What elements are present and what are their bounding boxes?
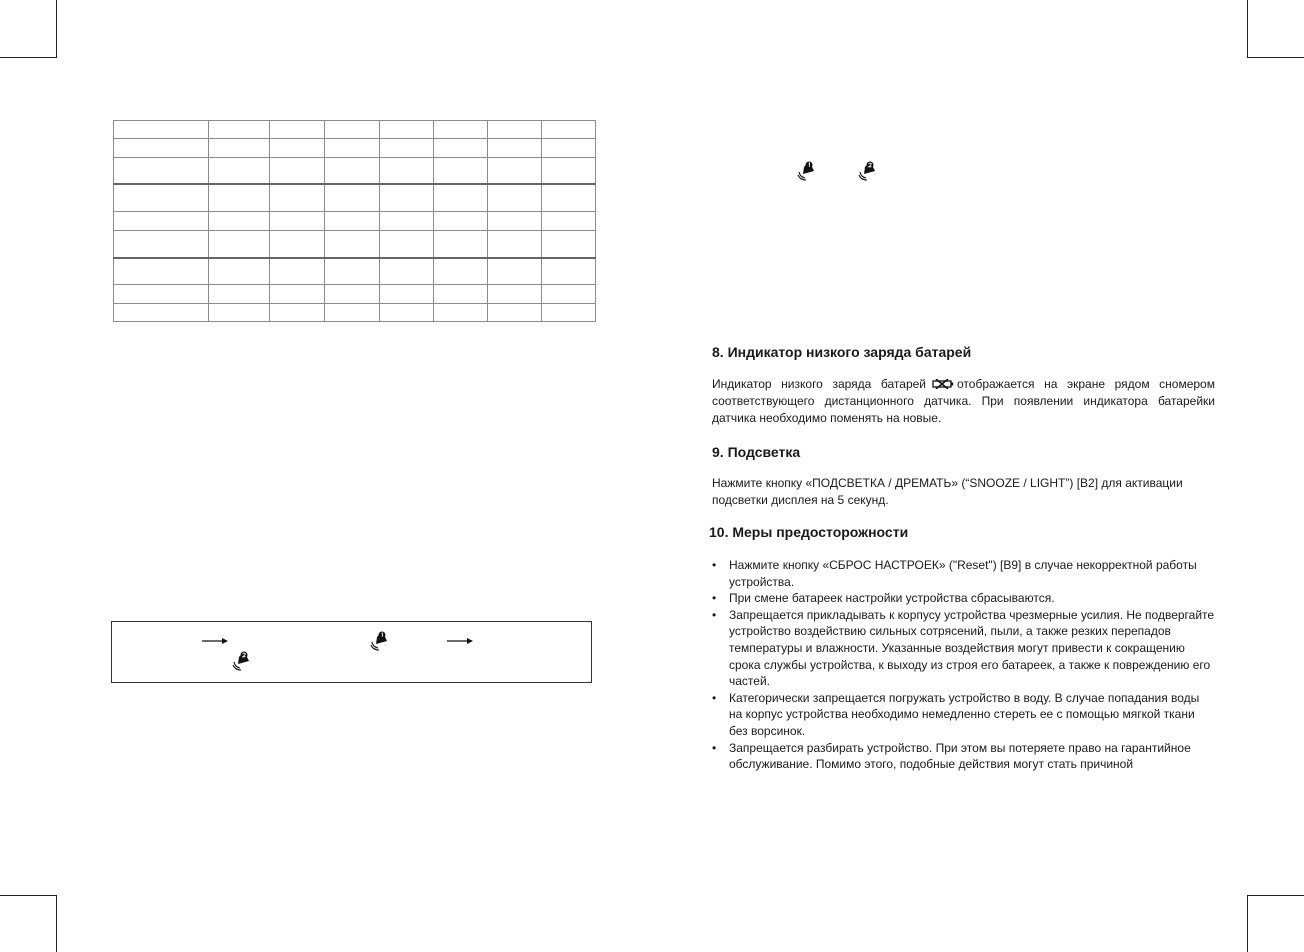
table-cell — [270, 303, 325, 321]
table-cell — [488, 121, 542, 139]
table-cell — [380, 121, 434, 139]
section-10-heading: 10. Меры предосторожности — [709, 524, 909, 540]
table-cell — [325, 184, 380, 211]
crop-mark — [1247, 0, 1248, 57]
table-cell — [434, 121, 488, 139]
table-cell — [542, 303, 596, 321]
crop-mark — [1247, 57, 1304, 58]
section-9-heading: 9. Подсветка — [712, 444, 801, 460]
table-row — [114, 303, 596, 321]
table-cell — [488, 230, 542, 257]
table-cell — [325, 157, 380, 184]
table-cell — [542, 121, 596, 139]
table-cell — [380, 184, 434, 211]
crop-mark — [1247, 895, 1304, 896]
table-cell — [270, 121, 325, 139]
precautions-list — [712, 557, 1215, 773]
section-8-text-after: отображается на экране рядом сномером соответствующего дистанционного датчика. При появлении индикатора батарейки датчика необходимо поменять на новые. — [712, 377, 1215, 425]
table-cell — [114, 285, 209, 303]
table-cell — [380, 212, 434, 230]
bullet-dot: • — [712, 690, 717, 705]
table-cell — [380, 285, 434, 303]
table-cell — [325, 258, 380, 285]
crop-mark — [0, 57, 57, 58]
table-cell — [325, 212, 380, 230]
table-cell — [209, 184, 270, 211]
table-cell — [209, 139, 270, 157]
table-cell — [542, 139, 596, 157]
table-row — [114, 212, 596, 230]
note-box — [111, 621, 592, 683]
table-cell — [380, 230, 434, 257]
empty-grid-table — [113, 120, 596, 322]
table-cell — [114, 303, 209, 321]
table-cell — [325, 303, 380, 321]
alarm-1-icon — [797, 160, 817, 182]
list-item-text: Запрещается разбирать устройство. При этом вы потеряете право на гарантийное обслуживание. Помимо этого, подобные действия могут стать причиной — [729, 740, 1191, 772]
table-cell — [488, 139, 542, 157]
crop-mark — [1247, 895, 1248, 952]
list-item-text: Запрещается прикладывать к корпусу устройства чрезмерные усилия. Не подвергайте устройство воздействию сильных сотрясений, пыли, а также резких перепадов температуры и влажности. Указанные воздействия могут привести к сокращению срока службы устройства, к выходу из строя его батареек, а также к повреждению его частей. — [729, 607, 1215, 689]
table-cell — [380, 139, 434, 157]
table-cell — [270, 139, 325, 157]
table-row — [114, 121, 596, 139]
bullet-dot: • — [712, 607, 717, 622]
table-cell — [488, 285, 542, 303]
table-cell — [114, 258, 209, 285]
section-8-text-before: Индикатор низкого заряда батарей — [712, 377, 927, 391]
table-cell — [542, 157, 596, 184]
table-cell — [434, 303, 488, 321]
list-item — [712, 590, 1215, 607]
table-cell — [380, 258, 434, 285]
crop-mark — [56, 0, 57, 57]
table-cell — [209, 258, 270, 285]
bullet-dot: • — [712, 740, 717, 755]
table-cell — [434, 212, 488, 230]
table-cell — [434, 230, 488, 257]
battery-crossed-icon — [932, 379, 954, 389]
list-item — [712, 557, 1215, 590]
table-cell — [270, 212, 325, 230]
table-cell — [542, 184, 596, 211]
table-row — [114, 184, 596, 211]
crop-mark — [56, 895, 57, 952]
section-8-heading: 8. Индикатор низкого заряда батарей — [712, 344, 972, 360]
table-cell — [488, 303, 542, 321]
alarm-2-icon — [858, 160, 878, 182]
list-item-text: При смене батареек настройки устройства сбрасываются. — [729, 591, 1055, 606]
table-cell — [434, 157, 488, 184]
table-cell — [209, 303, 270, 321]
table-cell — [488, 184, 542, 211]
table-cell — [209, 212, 270, 230]
table-cell — [380, 157, 434, 184]
table-row — [114, 285, 596, 303]
arrow-right-icon — [202, 636, 228, 646]
table-cell — [270, 157, 325, 184]
table-cell — [325, 121, 380, 139]
table-cell — [209, 121, 270, 139]
table-cell — [488, 157, 542, 184]
table-cell — [270, 258, 325, 285]
table-cell — [270, 230, 325, 257]
table-cell — [542, 212, 596, 230]
list-item-text: Нажмите кнопку «СБРОС НАСТРОЕК» ("Reset") [B9] в случае некорректной работы устройства. — [729, 558, 1197, 589]
table-cell — [434, 139, 488, 157]
table-cell — [114, 184, 209, 211]
table-cell — [209, 230, 270, 257]
table-row — [114, 258, 596, 285]
table-cell — [380, 303, 434, 321]
table-cell — [542, 285, 596, 303]
section-9-text: Нажмите кнопку «ПОДСВЕТКА / ДРЕМАТЬ» (“SNOOZE / LIGHT”) [B2] для активации подсветки дисплея на 5 секунд. — [712, 476, 1183, 507]
table-row — [114, 230, 596, 257]
table-cell — [209, 285, 270, 303]
alarm-2-icon — [232, 650, 252, 672]
table-row — [114, 157, 596, 184]
section-8-text — [712, 376, 1215, 427]
table-cell — [542, 230, 596, 257]
bullet-dot: • — [712, 591, 717, 606]
table-cell — [209, 157, 270, 184]
table-cell — [434, 285, 488, 303]
list-item-text: Категорически запрещается погружать устройство в воду. В случае попадания воды на корпус устройства необходимо немедленно стереть ее с помощью мягкой ткани без ворсинок. — [729, 690, 1200, 738]
table-cell — [114, 139, 209, 157]
table-cell — [114, 230, 209, 257]
table-cell — [270, 285, 325, 303]
table-cell — [488, 258, 542, 285]
list-item — [712, 740, 1215, 773]
table-row — [114, 139, 596, 157]
list-item — [712, 607, 1215, 690]
list-item — [712, 690, 1215, 740]
crop-mark — [0, 895, 57, 896]
table-cell — [325, 285, 380, 303]
table-cell — [434, 184, 488, 211]
table-cell — [542, 258, 596, 285]
arrow-right-icon — [447, 636, 473, 646]
table-cell — [488, 212, 542, 230]
table-cell — [114, 121, 209, 139]
table-cell — [434, 258, 488, 285]
alarm-1-icon — [370, 630, 390, 652]
bullet-dot: • — [712, 558, 717, 572]
table-cell — [325, 230, 380, 257]
table-cell — [325, 139, 380, 157]
table-cell — [114, 212, 209, 230]
table-cell — [114, 157, 209, 184]
table-cell — [270, 184, 325, 211]
